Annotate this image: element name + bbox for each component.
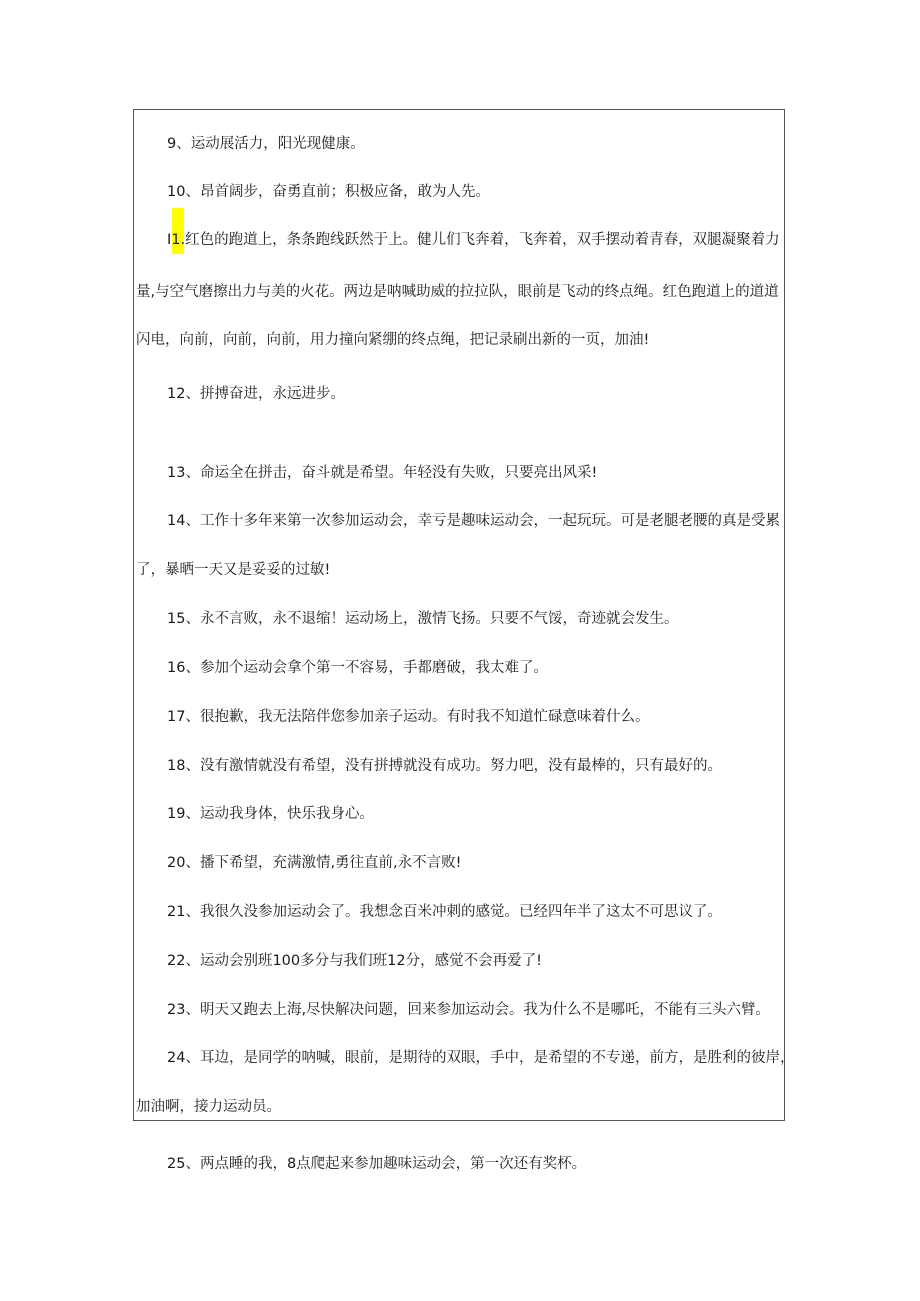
item-19: 19、运动我身体，快乐我身心。 <box>167 806 374 822</box>
item-17: 17、很抱歉，我无法陪伴您参加亲子运动。有时我不知道忙碌意味着什么。 <box>167 709 650 725</box>
item-11-line-2: 量,与空气磨擦出力与美的火花。两边是呐喊助威的拉拉队，眼前是飞动的终点绳。红色跑道上的道道 <box>136 284 779 300</box>
item-14-line-1: 14、工作十多年来第一次参加运动会，幸亏是趣味运动会，一起玩玩。可是老腿老腰的真是受累 <box>167 513 780 529</box>
item-9: 9、运动展活力，阳光现健康。 <box>167 136 365 152</box>
item-18: 18、没有激情就没有希望，没有拼搏就没有成功。努力吧，没有最棒的，只有最好的。 <box>167 758 722 774</box>
item-24-line-1: 24、耳边，是同学的呐喊，眼前，是期待的双眼，手中，是希望的不专递，前方，是胜利的彼岸， <box>167 1050 795 1066</box>
item-11-line-3: 闪电，向前，向前，向前，用力撞向紧绷的终点绳，把记录刷出新的一页，加油! <box>136 332 650 348</box>
item-13: 13、命运全在拼击，奋斗就是希望。年轻没有失败，只要亮出风采! <box>167 465 598 481</box>
item-14-line-2: 了，暴晒一天又是妥妥的过敏! <box>136 562 331 578</box>
item-10: 10、昂首阔步，奋勇直前；积极应备，敢为人先。 <box>167 184 490 200</box>
item-11-line-1: I1.红色的跑道上，条条跑线跃然于上。健儿们飞奔着，飞奔着，双手摆动着青春，双腿凝聚着力 <box>167 232 780 248</box>
item-15: 15、永不言败，永不退缩！运动场上，激情飞扬。只要不气馁，奇迹就会发生。 <box>167 611 679 627</box>
item-25: 25、两点睡的我，8点爬起来参加趣味运动会，第一次还有奖杯。 <box>167 1156 587 1172</box>
item-16: 16、参加个运动会拿个第一不容易，手都磨破，我太难了。 <box>167 660 548 676</box>
item-21: 21、我很久没参加运动会了。我想念百米冲刺的感觉。已经四年半了这太不可思议了。 <box>167 904 722 920</box>
item-23: 23、明天又跑去上海,尽快解决问题，回来参加运动会。我为什么不是哪吒，不能有三头六臂。 <box>167 1002 771 1018</box>
item-22: 22、运动会别班100多分与我们班12分，感觉不会再爱了! <box>167 953 542 969</box>
item-20: 20、播下希望，充满激情,勇往直前,永不言败! <box>167 855 462 871</box>
item-12: 12、拼搏奋进，永远进步。 <box>167 386 345 402</box>
item-24-line-2: 加油啊，接力运动员。 <box>136 1099 281 1115</box>
